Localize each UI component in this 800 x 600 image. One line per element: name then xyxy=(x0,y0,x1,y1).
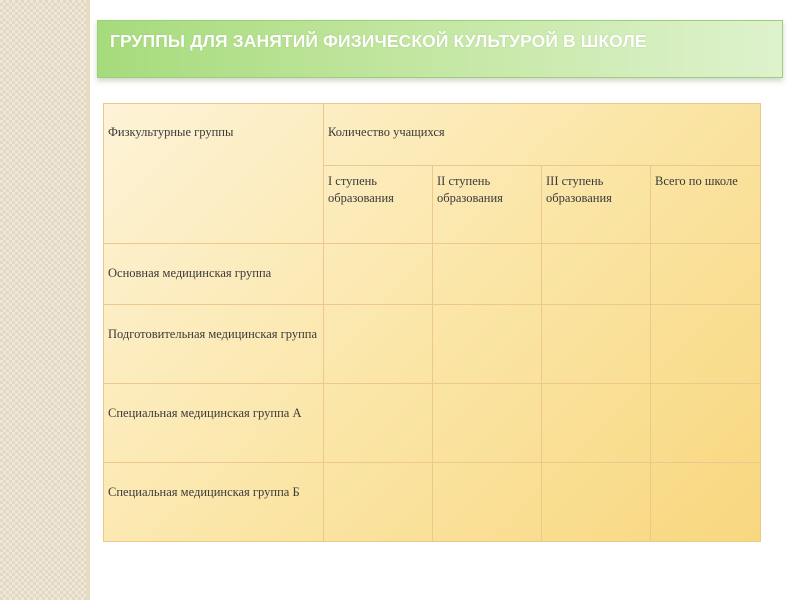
table-cell xyxy=(651,384,761,463)
groups-table-container xyxy=(103,103,760,541)
subheader-cell-stage-3: III ступень образования xyxy=(542,166,651,244)
subheader-cell-stage-1: I ступень образования xyxy=(324,166,433,244)
subheader-cell-total: Всего по школе xyxy=(651,166,761,244)
table-cell xyxy=(433,305,542,384)
decorative-side-edge xyxy=(86,0,90,600)
table-cell xyxy=(651,244,761,305)
groups-table xyxy=(103,103,761,542)
table-row xyxy=(104,463,761,542)
row-label-special-group-a: Специальная медицинская группа А xyxy=(104,384,324,463)
row-label-special-group-b: Специальная медицинская группа Б xyxy=(104,463,324,542)
subheader-cell-stage-2: II ступень образования xyxy=(433,166,542,244)
table-cell xyxy=(542,305,651,384)
row-label-preparatory-group: Подготовительная медицинская группа xyxy=(104,305,324,384)
header-cell-student-count: Количество учащихся xyxy=(324,104,761,166)
table-cell xyxy=(324,463,433,542)
table-cell xyxy=(542,384,651,463)
table-cell xyxy=(324,244,433,305)
row-label-main-group: Основная медицинская группа xyxy=(104,244,324,305)
table-cell xyxy=(324,305,433,384)
table-cell xyxy=(324,384,433,463)
table-cell xyxy=(542,244,651,305)
table-row xyxy=(104,305,761,384)
header-cell-groups: Физкультурные группы xyxy=(104,104,324,244)
table-row xyxy=(104,384,761,463)
table-cell xyxy=(651,305,761,384)
slide-title: ГРУППЫ ДЛЯ ЗАНЯТИЙ ФИЗИЧЕСКОЙ КУЛЬТУРОЙ В ШКОЛЕ xyxy=(110,31,647,51)
table-cell xyxy=(433,463,542,542)
decorative-side-pattern xyxy=(0,0,86,600)
table-row xyxy=(104,244,761,305)
title-banner xyxy=(97,20,783,78)
table-cell xyxy=(651,463,761,542)
table-cell xyxy=(433,244,542,305)
table-cell xyxy=(542,463,651,542)
table-cell xyxy=(433,384,542,463)
table-header-row xyxy=(104,104,761,166)
